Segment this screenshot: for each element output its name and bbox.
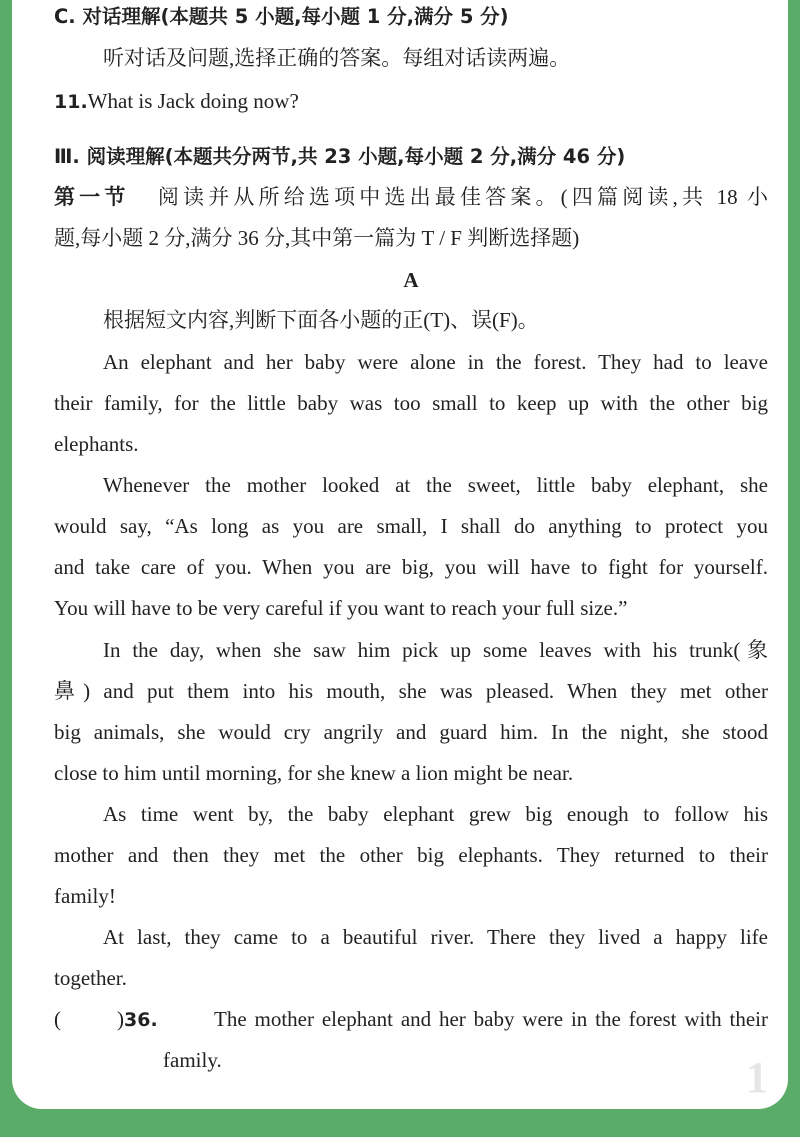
passage-line: close to him until morning, for she knew a lion might be near. [54,761,574,785]
part-1-line-2: 题,每小题 2 分,满分 36 分,其中第一篇为 T / F 判断选择题) [54,226,580,250]
section-c-instruction: 听对话及问题,选择正确的答案。每组对话读两遍。 [103,46,571,70]
part-1-line-1 [54,183,768,211]
question-36-text-line-1: The mother elephant and her baby were in the forest with their [214,1007,768,1031]
passage-line: An elephant and her baby were alone in the forest. They had to leave [103,350,768,374]
passage-line: At last, they came to a beautiful river. There they lived a happy life [103,925,768,949]
passage-a-title: A [403,268,419,292]
passage-line: and take care of you. When you are big, you will have to fight for yourself. [54,555,768,579]
passage-line: Whenever the mother looked at the sweet, little baby elephant, she [103,473,768,497]
passage-line: elephants. [54,432,139,456]
answer-bracket-open: ( [54,1007,61,1031]
page-number: 1 [746,1053,768,1102]
section-c-heading: C. 对话理解(本题共 5 小题,每小题 1 分,满分 5 分) [54,5,509,28]
passage-line: big animals, she would cry angrily and guard him. In the night, she stood [54,720,768,744]
passage-line: 鼻) and put them into his mouth, she was pleased. When they met other [54,679,768,703]
question-36-text-line-2: family. [163,1048,222,1072]
answer-bracket-close: ) [117,1007,124,1031]
question-11-number: 11. [54,91,88,113]
question-11-text: What is Jack doing now? [87,89,299,113]
passage-line: mother and then they met the other big elephants. They returned to their [54,843,768,867]
page-sheet [12,0,788,1109]
part-1-label: 第一节 [54,185,130,209]
passage-line: family! [54,884,116,908]
passage-line: together. [54,966,127,990]
section-3-heading: Ⅲ. 阅读理解(本题共分两节,共 23 小题,每小题 2 分,满分 46 分) [54,145,626,168]
passage-line: As time went by, the baby elephant grew big enough to follow his [103,802,768,826]
passage-line: their family, for the little baby was too small to keep up with the other big [54,391,768,415]
question-11 [54,87,299,116]
passage-line: would say, “As long as you are small, I shall do anything to protect you [54,514,768,538]
passage-line: You will have to be very careful if you want to reach your full size.” [54,596,628,620]
part-1-text-1: 阅读并从所给选项中选出最佳答案。(四篇阅读,共 18 小 [157,185,769,209]
passage-line: In the day, when she saw him pick up some leaves with his trunk(象 [103,638,768,662]
question-36-number: 36. [124,1009,158,1031]
passage-a-instruction: 根据短文内容,判断下面各小题的正(T)、误(F)。 [103,308,539,332]
